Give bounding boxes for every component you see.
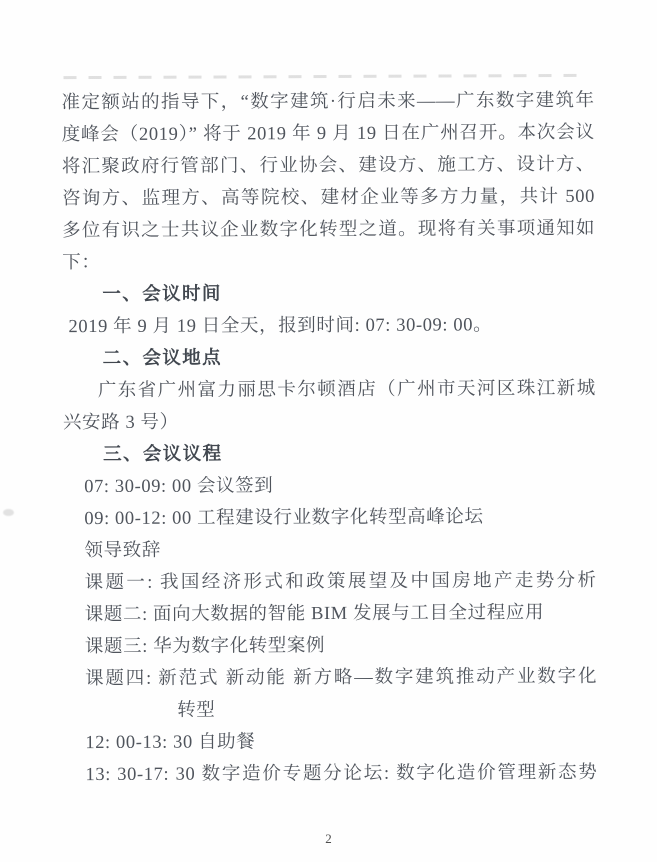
paragraph-line: 下： bbox=[62, 252, 101, 274]
scan-bleedthrough-artifact bbox=[63, 74, 585, 79]
paragraph-line: 准定额站的指导下，“数字建筑·行启未来——广东数字建筑年 bbox=[61, 90, 595, 114]
section-heading-meeting-venue: 二、会议地点 bbox=[102, 348, 223, 369]
agenda-line: 13: 30-17: 30 数字造价专题分论坛: 数字化造价管理新态势 bbox=[85, 762, 598, 786]
agenda-line: 课题三: 华为数字化转型案例 bbox=[84, 636, 326, 658]
section-heading-meeting-time: 一、会议时间 bbox=[102, 284, 222, 305]
meeting-time-line: 2019 年 9 月 19 日全天，报到时间: 07: 30-09: 00。 bbox=[68, 315, 493, 338]
agenda-line-continuation: 转型 bbox=[177, 700, 216, 721]
agenda-line: 课题四: 新范式 新动能 新方略—数字建筑推动产业数字化 bbox=[85, 666, 598, 690]
meeting-venue-line: 广东省广州富力丽思卡尔顿酒店（广州市天河区珠江新城 bbox=[97, 378, 596, 402]
agenda-line: 领导致辞 bbox=[84, 540, 161, 562]
agenda-line: 课题二: 面向大数据的智能 BIM 发展与工目全过程应用 bbox=[84, 603, 545, 626]
paragraph-line: 将汇聚政府行管部门、行业协会、建设方、施工方、设计方、 bbox=[61, 154, 595, 178]
page-number: 2 bbox=[325, 831, 332, 846]
paragraph-line: 多位有识之士共议企业数字化转型之道。现将有关事项通知如 bbox=[62, 218, 596, 242]
agenda-line: 07: 30-09: 00 会议签到 bbox=[84, 476, 274, 498]
agenda-line: 12: 00-13: 30 自助餐 bbox=[85, 732, 256, 754]
scan-speck-artifact bbox=[3, 509, 14, 516]
paragraph-line: 咨询方、监理方、高等院校、建材企业等多方力量，共计 500 bbox=[61, 186, 595, 210]
agenda-line: 09: 00-12: 00 工程建设行业数字化转型高峰论坛 bbox=[84, 507, 484, 530]
section-heading-meeting-agenda: 三、会议议程 bbox=[103, 444, 223, 465]
meeting-venue-line: 兴安路 3 号） bbox=[62, 412, 179, 434]
notice-body bbox=[61, 85, 597, 791]
paragraph-line: 度峰会（2019）” 将于 2019 年 9 月 19 日在广州召开。本次会议 bbox=[61, 122, 595, 146]
agenda-line: 课题一: 我国经济形式和政策展望及中国房地产走势分析 bbox=[84, 570, 597, 594]
